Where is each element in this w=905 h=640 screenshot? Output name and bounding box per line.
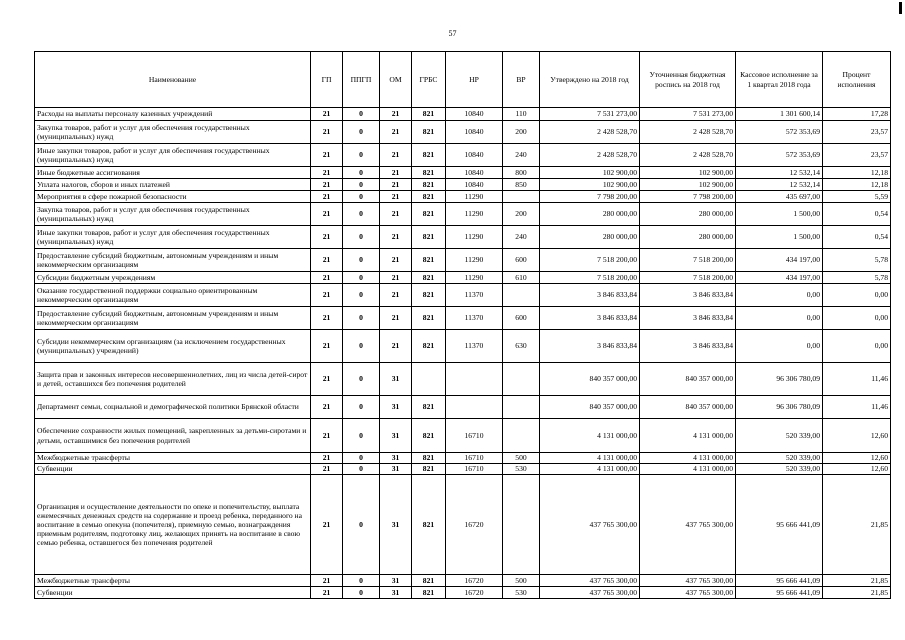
row-grbs: 821 — [412, 396, 446, 419]
row-grbs: 821 — [412, 307, 446, 330]
row-ppgp: 0 — [343, 587, 380, 599]
row-vr: 200 — [503, 121, 540, 144]
row-revised: 840 357 000,00 — [640, 363, 736, 396]
row-ppgp: 0 — [343, 144, 380, 167]
row-percent: 5,78 — [823, 272, 891, 284]
row-approved: 102 900,00 — [540, 179, 640, 191]
row-percent: 17,28 — [823, 108, 891, 121]
row-nr — [446, 363, 503, 396]
row-name: Иные бюджетные ассигнования — [35, 167, 311, 179]
row-vr: 850 — [503, 179, 540, 191]
row-om: 21 — [380, 272, 412, 284]
col-header-vr: ВР — [503, 52, 540, 108]
row-grbs: 821 — [412, 453, 446, 464]
row-name: Оказание государственной поддержки социально ориентированным некоммерческим организациям — [35, 284, 311, 307]
row-ppgp: 0 — [343, 464, 380, 475]
row-vr: 200 — [503, 203, 540, 226]
row-vr: 240 — [503, 144, 540, 167]
row-om: 31 — [380, 363, 412, 396]
table-row — [35, 272, 891, 284]
row-nr: 16720 — [446, 575, 503, 587]
row-vr: 530 — [503, 464, 540, 475]
row-revised: 4 131 000,00 — [640, 464, 736, 475]
row-revised: 840 357 000,00 — [640, 396, 736, 419]
row-om: 21 — [380, 121, 412, 144]
row-nr: 11290 — [446, 226, 503, 249]
row-grbs — [412, 363, 446, 396]
row-name: Организация и осуществление деятельности по опеке и попечительству, выплата ежемесячных денежных средств на содержание и проезд ребенка, переданного на воспитание в семью опекуна (попечителя), приемную семью, вознаграждения приемным родителям, подготовку лиц, желающих принять на воспитание в свою семью ребенка, оставшегося без попечения родителей — [35, 475, 311, 575]
row-grbs: 821 — [412, 203, 446, 226]
row-name: Департамент семьи, социальной и демографической политики Брянской области — [35, 396, 311, 419]
row-gp: 21 — [311, 179, 343, 191]
row-approved: 3 846 833,84 — [540, 284, 640, 307]
row-nr: 16710 — [446, 419, 503, 453]
row-cash: 12 532,14 — [736, 179, 823, 191]
row-grbs: 821 — [412, 226, 446, 249]
row-vr: 630 — [503, 330, 540, 363]
row-grbs: 821 — [412, 179, 446, 191]
row-grbs: 821 — [412, 419, 446, 453]
col-header-percent: Процент исполнения — [823, 52, 891, 108]
col-header-gp: ГП — [311, 52, 343, 108]
col-header-ppgp: ППГП — [343, 52, 380, 108]
row-nr: 11370 — [446, 330, 503, 363]
row-nr: 11290 — [446, 272, 503, 284]
row-name: Уплата налогов, сборов и иных платежей — [35, 179, 311, 191]
row-revised: 437 765 300,00 — [640, 575, 736, 587]
row-vr: 110 — [503, 108, 540, 121]
row-name: Расходы на выплаты персоналу казенных учреждений — [35, 108, 311, 121]
row-grbs: 821 — [412, 121, 446, 144]
row-gp: 21 — [311, 191, 343, 203]
row-approved: 280 000,00 — [540, 203, 640, 226]
table-row — [35, 363, 891, 396]
table-row — [35, 226, 891, 249]
row-ppgp: 0 — [343, 330, 380, 363]
row-revised: 7 518 200,00 — [640, 249, 736, 272]
row-cash: 95 666 441,09 — [736, 587, 823, 599]
row-cash: 572 353,69 — [736, 144, 823, 167]
row-om: 31 — [380, 453, 412, 464]
table-row — [35, 453, 891, 464]
row-name: Субвенции — [35, 464, 311, 475]
row-name: Субвенции — [35, 587, 311, 599]
row-cash: 434 197,00 — [736, 272, 823, 284]
row-gp: 21 — [311, 284, 343, 307]
row-percent: 11,46 — [823, 363, 891, 396]
row-approved: 102 900,00 — [540, 167, 640, 179]
col-header-name: Наименование — [35, 52, 311, 108]
row-percent: 23,57 — [823, 144, 891, 167]
row-om: 31 — [380, 575, 412, 587]
row-ppgp: 0 — [343, 167, 380, 179]
row-ppgp: 0 — [343, 108, 380, 121]
row-percent: 5,78 — [823, 249, 891, 272]
row-nr: 11290 — [446, 203, 503, 226]
row-ppgp: 0 — [343, 396, 380, 419]
row-ppgp: 0 — [343, 179, 380, 191]
row-gp: 21 — [311, 453, 343, 464]
row-approved: 7 518 200,00 — [540, 249, 640, 272]
row-ppgp: 0 — [343, 575, 380, 587]
edge-mark — [899, 2, 902, 14]
row-gp: 21 — [311, 475, 343, 575]
row-om: 21 — [380, 167, 412, 179]
row-name: Субсидии некоммерческим организациям (за исключением государственных (муниципальных) учреждений) — [35, 330, 311, 363]
row-percent: 21,85 — [823, 475, 891, 575]
row-gp: 21 — [311, 272, 343, 284]
row-percent: 12,60 — [823, 419, 891, 453]
row-vr: 600 — [503, 307, 540, 330]
row-cash: 520 339,00 — [736, 419, 823, 453]
row-nr: 11290 — [446, 191, 503, 203]
row-vr: 530 — [503, 587, 540, 599]
row-om: 21 — [380, 203, 412, 226]
row-approved: 280 000,00 — [540, 226, 640, 249]
row-om: 21 — [380, 226, 412, 249]
row-nr: 11370 — [446, 307, 503, 330]
row-om: 21 — [380, 307, 412, 330]
row-ppgp: 0 — [343, 419, 380, 453]
row-revised: 102 900,00 — [640, 179, 736, 191]
row-ppgp: 0 — [343, 453, 380, 464]
table-row — [35, 475, 891, 575]
row-gp: 21 — [311, 575, 343, 587]
row-om: 31 — [380, 464, 412, 475]
row-grbs: 821 — [412, 330, 446, 363]
row-approved: 437 765 300,00 — [540, 575, 640, 587]
row-grbs: 821 — [412, 108, 446, 121]
row-percent: 21,85 — [823, 587, 891, 599]
row-revised: 2 428 528,70 — [640, 144, 736, 167]
row-cash: 12 532,14 — [736, 167, 823, 179]
table-row — [35, 191, 891, 203]
row-name: Обеспечение сохранности жилых помещений, закрепленных за детьми-сиротами и детьми, оставшимися без попечения родителей — [35, 419, 311, 453]
row-grbs: 821 — [412, 464, 446, 475]
row-ppgp: 0 — [343, 363, 380, 396]
row-cash: 1 500,00 — [736, 203, 823, 226]
table-row — [35, 167, 891, 179]
col-header-grbs: ГРБС — [412, 52, 446, 108]
row-vr: 500 — [503, 453, 540, 464]
row-approved: 4 131 000,00 — [540, 419, 640, 453]
row-om: 21 — [380, 330, 412, 363]
row-name: Иные закупки товаров, работ и услуг для обеспечения государственных (муниципальных) нужд — [35, 144, 311, 167]
row-vr — [503, 284, 540, 307]
row-ppgp: 0 — [343, 284, 380, 307]
row-grbs: 821 — [412, 475, 446, 575]
row-percent: 12,18 — [823, 179, 891, 191]
row-approved: 840 357 000,00 — [540, 363, 640, 396]
table-row — [35, 396, 891, 419]
row-percent: 0,00 — [823, 307, 891, 330]
row-revised: 2 428 528,70 — [640, 121, 736, 144]
row-vr — [503, 396, 540, 419]
row-vr: 240 — [503, 226, 540, 249]
row-grbs: 821 — [412, 272, 446, 284]
row-gp: 21 — [311, 396, 343, 419]
row-revised: 4 131 000,00 — [640, 453, 736, 464]
row-name: Закупка товаров, работ и услуг для обеспечения государственных (муниципальных) нужд — [35, 203, 311, 226]
row-gp: 21 — [311, 363, 343, 396]
row-nr: 16720 — [446, 587, 503, 599]
row-approved: 2 428 528,70 — [540, 144, 640, 167]
row-grbs: 821 — [412, 144, 446, 167]
row-approved: 7 531 273,00 — [540, 108, 640, 121]
table-row — [35, 284, 891, 307]
row-om: 21 — [380, 284, 412, 307]
table-row — [35, 144, 891, 167]
row-approved: 2 428 528,70 — [540, 121, 640, 144]
row-cash: 95 666 441,09 — [736, 475, 823, 575]
row-approved: 3 846 833,84 — [540, 307, 640, 330]
row-vr: 610 — [503, 272, 540, 284]
row-revised: 437 765 300,00 — [640, 475, 736, 575]
row-approved: 437 765 300,00 — [540, 475, 640, 575]
table-row — [35, 203, 891, 226]
budget-table — [34, 51, 891, 599]
row-revised: 7 518 200,00 — [640, 272, 736, 284]
row-nr: 10840 — [446, 179, 503, 191]
row-percent: 23,57 — [823, 121, 891, 144]
row-grbs: 821 — [412, 249, 446, 272]
row-cash: 520 339,00 — [736, 453, 823, 464]
row-name: Субсидии бюджетным учреждениям — [35, 272, 311, 284]
row-name: Закупка товаров, работ и услуг для обеспечения государственных (муниципальных) нужд — [35, 121, 311, 144]
row-ppgp: 0 — [343, 203, 380, 226]
row-nr: 10840 — [446, 108, 503, 121]
row-om: 21 — [380, 249, 412, 272]
row-percent: 0,00 — [823, 330, 891, 363]
row-revised: 3 846 833,84 — [640, 330, 736, 363]
row-name: Предоставление субсидий бюджетным, автономным учреждениям и иным некоммерческим организациям — [35, 249, 311, 272]
row-vr — [503, 191, 540, 203]
row-gp: 21 — [311, 330, 343, 363]
row-nr: 16710 — [446, 464, 503, 475]
page-number: 57 — [448, 29, 457, 38]
row-revised: 437 765 300,00 — [640, 587, 736, 599]
row-nr: 11370 — [446, 284, 503, 307]
row-om: 21 — [380, 144, 412, 167]
row-percent: 0,54 — [823, 203, 891, 226]
row-revised: 7 798 200,00 — [640, 191, 736, 203]
row-percent: 12,60 — [823, 453, 891, 464]
row-om: 31 — [380, 475, 412, 575]
row-vr — [503, 363, 540, 396]
row-grbs: 821 — [412, 191, 446, 203]
col-header-cash: Кассовое исполнение за 1 квартал 2018 года — [736, 52, 823, 108]
row-vr: 600 — [503, 249, 540, 272]
row-name: Предоставление субсидий бюджетным, автономным учреждениям и иным некоммерческим организациям — [35, 307, 311, 330]
row-cash: 0,00 — [736, 284, 823, 307]
row-vr: 800 — [503, 167, 540, 179]
row-grbs: 821 — [412, 284, 446, 307]
table-row — [35, 121, 891, 144]
table-row — [35, 464, 891, 475]
row-percent: 21,85 — [823, 575, 891, 587]
row-cash: 0,00 — [736, 307, 823, 330]
row-nr — [446, 396, 503, 419]
row-om: 21 — [380, 191, 412, 203]
row-cash: 96 306 780,09 — [736, 396, 823, 419]
row-gp: 21 — [311, 226, 343, 249]
row-cash: 520 339,00 — [736, 464, 823, 475]
row-om: 21 — [380, 108, 412, 121]
row-revised: 3 846 833,84 — [640, 284, 736, 307]
row-percent: 12,18 — [823, 167, 891, 179]
col-header-nr: НР — [446, 52, 503, 108]
row-percent: 11,46 — [823, 396, 891, 419]
row-cash: 572 353,69 — [736, 121, 823, 144]
row-cash: 95 666 441,09 — [736, 575, 823, 587]
row-name: Иные закупки товаров, работ и услуг для обеспечения государственных (муниципальных) нужд — [35, 226, 311, 249]
row-om: 31 — [380, 419, 412, 453]
row-gp: 21 — [311, 419, 343, 453]
row-nr: 11290 — [446, 249, 503, 272]
row-percent: 12,60 — [823, 464, 891, 475]
row-vr: 500 — [503, 575, 540, 587]
row-gp: 21 — [311, 203, 343, 226]
row-gp: 21 — [311, 167, 343, 179]
row-approved: 4 131 000,00 — [540, 453, 640, 464]
row-ppgp: 0 — [343, 121, 380, 144]
row-cash: 0,00 — [736, 330, 823, 363]
row-gp: 21 — [311, 249, 343, 272]
table-row — [35, 587, 891, 599]
row-cash: 1 500,00 — [736, 226, 823, 249]
row-cash: 434 197,00 — [736, 249, 823, 272]
col-header-om: ОМ — [380, 52, 412, 108]
row-revised: 7 531 273,00 — [640, 108, 736, 121]
table-row — [35, 330, 891, 363]
row-ppgp: 0 — [343, 307, 380, 330]
row-nr: 10840 — [446, 144, 503, 167]
row-ppgp: 0 — [343, 191, 380, 203]
col-header-revised: Уточненная бюджетная роспись на 2018 год — [640, 52, 736, 108]
table-row — [35, 108, 891, 121]
row-percent: 0,54 — [823, 226, 891, 249]
row-revised: 280 000,00 — [640, 203, 736, 226]
row-name: Межбюджетные трансферты — [35, 575, 311, 587]
row-percent: 5,59 — [823, 191, 891, 203]
row-gp: 21 — [311, 464, 343, 475]
table-row — [35, 179, 891, 191]
table-row — [35, 575, 891, 587]
row-vr — [503, 475, 540, 575]
row-cash: 1 301 600,14 — [736, 108, 823, 121]
row-nr: 16720 — [446, 475, 503, 575]
row-gp: 21 — [311, 307, 343, 330]
row-approved: 7 798 200,00 — [540, 191, 640, 203]
row-ppgp: 0 — [343, 226, 380, 249]
row-revised: 280 000,00 — [640, 226, 736, 249]
table-row — [35, 249, 891, 272]
row-nr: 10840 — [446, 167, 503, 179]
row-name: Межбюджетные трансферты — [35, 453, 311, 464]
row-nr: 16710 — [446, 453, 503, 464]
row-grbs: 821 — [412, 167, 446, 179]
row-om: 31 — [380, 587, 412, 599]
row-name: Защита прав и законных интересов несовершеннолетних, лиц из числа детей-сирот и детей, оставшихся без попечения родителей — [35, 363, 311, 396]
row-grbs: 821 — [412, 575, 446, 587]
row-grbs: 821 — [412, 587, 446, 599]
row-gp: 21 — [311, 587, 343, 599]
row-nr: 10840 — [446, 121, 503, 144]
row-percent: 0,00 — [823, 284, 891, 307]
table-row — [35, 419, 891, 453]
row-om: 31 — [380, 396, 412, 419]
row-approved: 840 357 000,00 — [540, 396, 640, 419]
table-row — [35, 307, 891, 330]
header-row — [35, 52, 891, 108]
row-approved: 3 846 833,84 — [540, 330, 640, 363]
row-vr — [503, 419, 540, 453]
row-cash: 96 306 780,09 — [736, 363, 823, 396]
row-approved: 4 131 000,00 — [540, 464, 640, 475]
row-approved: 437 765 300,00 — [540, 587, 640, 599]
row-revised: 4 131 000,00 — [640, 419, 736, 453]
row-ppgp: 0 — [343, 249, 380, 272]
row-gp: 21 — [311, 121, 343, 144]
row-gp: 21 — [311, 108, 343, 121]
row-om: 21 — [380, 179, 412, 191]
row-cash: 435 697,00 — [736, 191, 823, 203]
row-approved: 7 518 200,00 — [540, 272, 640, 284]
col-header-approved: Утверждено на 2018 год — [540, 52, 640, 108]
row-gp: 21 — [311, 144, 343, 167]
row-ppgp: 0 — [343, 272, 380, 284]
row-name: Мероприятия в сфере пожарной безопасности — [35, 191, 311, 203]
row-revised: 102 900,00 — [640, 167, 736, 179]
row-revised: 3 846 833,84 — [640, 307, 736, 330]
row-ppgp: 0 — [343, 475, 380, 575]
